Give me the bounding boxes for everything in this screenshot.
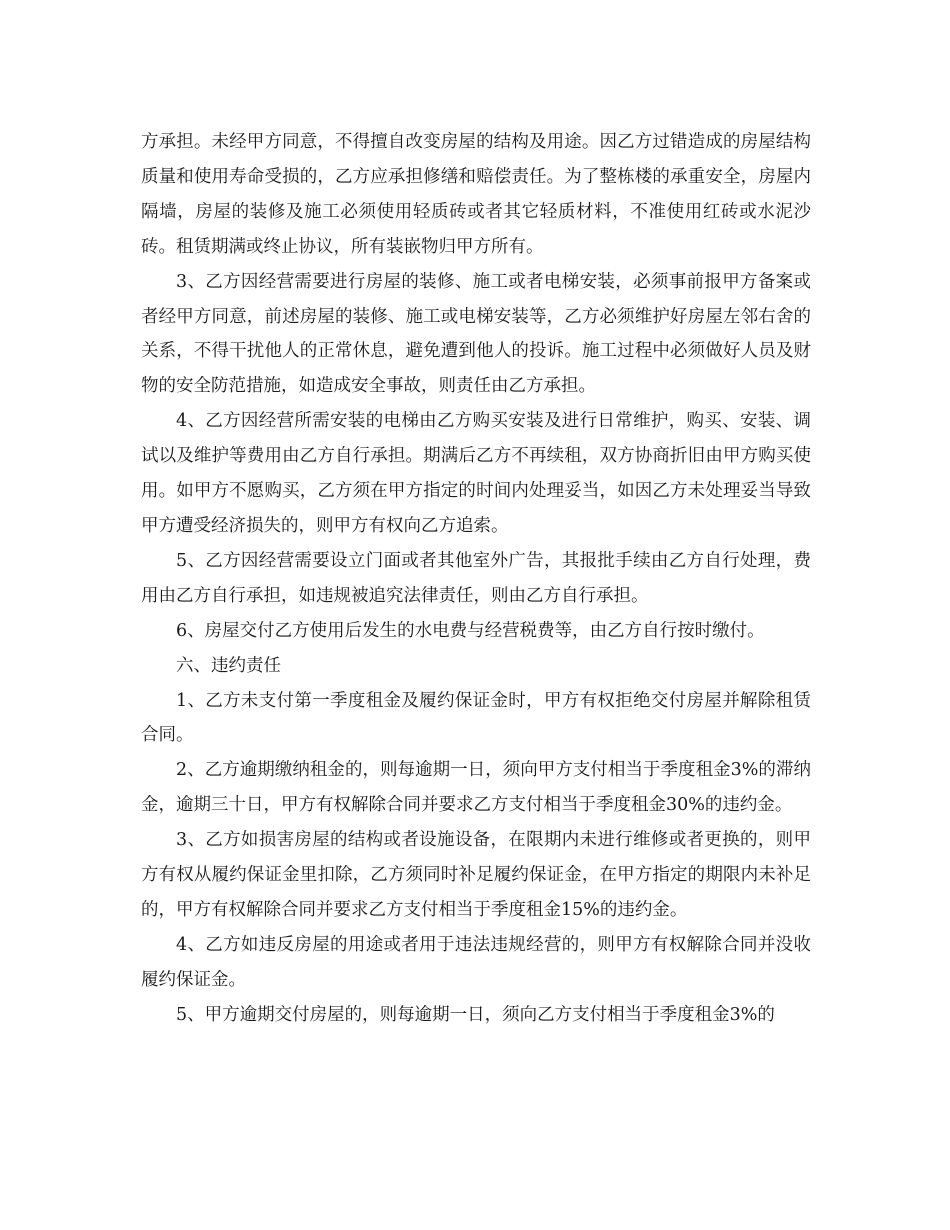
paragraph-liability-4: 4、乙方如违反房屋的用途或者用于违法违规经营的，则甲方有权解除合同并没收履约保证金。 bbox=[141, 934, 811, 990]
paragraph-clause-4: 4、乙方因经营所需安装的电梯由乙方购买安装及进行日常维护，购买、安装、调试以及维护等费用由乙方自行承担。期满后乙方不再续租，双方协商折旧由甲方购买使用。如甲方不愿购买，乙方须在甲方指定的时间内处理妥当，如因乙方未处理妥当导致甲方遭受经济损失的，则甲方有权向乙方追索。 bbox=[141, 411, 811, 536]
paragraph-liability-5: 5、甲方逾期交付房屋的，则每逾期一日，须向乙方支付相当于季度租金3%的 bbox=[176, 1004, 775, 1025]
paragraph-liability-3: 3、乙方如损害房屋的结构或者设施设备，在限期内未进行维修或者更换的，则甲方有权从履约保证金里扣除，乙方须同时补足履约保证金，在甲方指定的期限内未补足的，甲方有权解除合同并要求乙方支付相当于季度租金15%的违约金。 bbox=[141, 830, 811, 920]
section-heading-liability: 六、违约责任 bbox=[176, 655, 281, 676]
paragraph-clause-3: 3、乙方因经营需要进行房屋的装修、施工或者电梯安装，必须事前报甲方备案或者经甲方同意，前述房屋的装修、施工或电梯安装等，乙方必须维护好房屋左邻右舍的关系，不得干扰他人的正常休息，避免遭到他人的投诉。施工过程中必须做好人员及财物的安全防范措施，如造成安全事故，则责任由乙方承担。 bbox=[141, 271, 811, 397]
paragraph-clause-5: 5、乙方因经营需要设立门面或者其他室外广告，其报批手续由乙方自行处理，费用由乙方自行承担，如违规被追究法律责任，则由乙方自行承担。 bbox=[141, 550, 811, 606]
paragraph-liability-1: 1、乙方未支付第一季度租金及履约保证金时，甲方有权拒绝交付房屋并解除租赁合同。 bbox=[141, 690, 811, 746]
document-page bbox=[141, 125, 811, 1033]
paragraph-liability-2: 2、乙方逾期缴纳租金的，则每逾期一日，须向甲方支付相当于季度租金3%的滞纳金，逾期三十日，甲方有权解除合同并要求乙方支付相当于季度租金30%的违约金。 bbox=[141, 760, 811, 816]
paragraph-continuation: 方承担。未经甲方同意，不得擅自改变房屋的结构及用途。因乙方过错造成的房屋结构质量和使用寿命受损的，乙方应承担修缮和赔偿责任。为了整栋楼的承重安全，房屋内隔墙，房屋的装修及施工必须使用轻质砖或者其它轻质材料，不准使用红砖或水泥沙砖。租赁期满或终止协议，所有装嵌物归甲方所有。 bbox=[141, 132, 811, 257]
paragraph-clause-6: 6、房屋交付乙方使用后发生的水电费与经营税费等，由乙方自行按时缴付。 bbox=[176, 620, 765, 641]
